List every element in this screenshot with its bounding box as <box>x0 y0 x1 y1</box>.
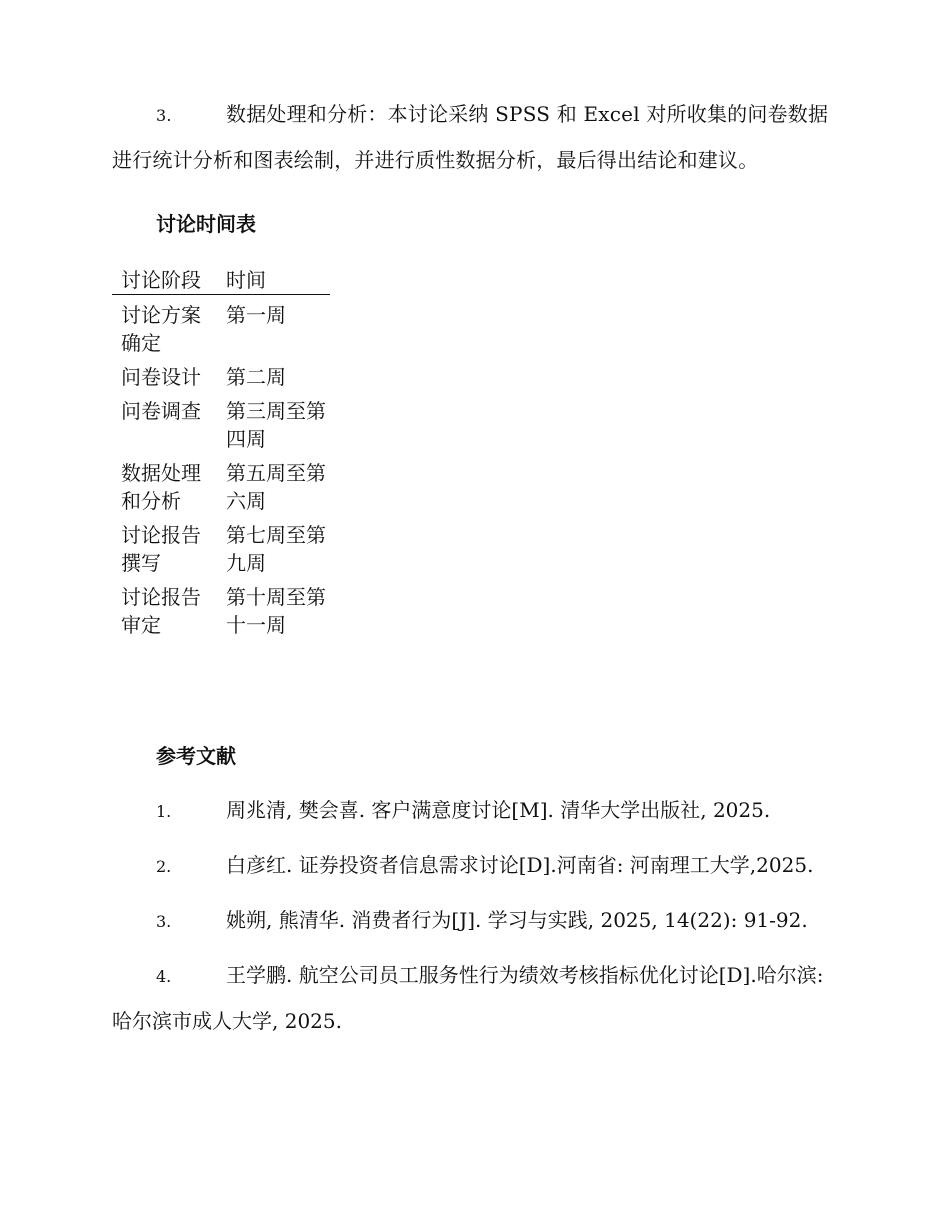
schedule-time-cell: 第十周至第十一周 <box>226 585 326 637</box>
schedule-stage-cell: 讨论报告审定 <box>121 585 201 637</box>
schedule-header-stage: 讨论阶段 <box>121 268 201 292</box>
schedule-time-cell: 第三周至第四周 <box>226 399 326 451</box>
schedule-stage-cell: 问卷设计 <box>121 365 201 389</box>
schedule-header-time: 时间 <box>226 268 266 292</box>
schedule-time-cell: 第七周至第九周 <box>226 523 326 575</box>
schedule-time-cell: 第一周 <box>226 303 286 327</box>
table-row <box>112 459 330 515</box>
reference-number: 4. <box>156 967 172 986</box>
reference-item <box>112 898 832 944</box>
reference-number: 3. <box>156 912 172 931</box>
section-3-paragraph <box>112 92 832 182</box>
reference-text: 白彦红. 证券投资者信息需求讨论[D].河南省: 河南理工大学,2025. <box>226 853 814 877</box>
schedule-stage-cell: 问卷调查 <box>121 399 201 423</box>
section-3-text: 数据处理和分析：本讨论采纳 SPSS 和 Excel 对所收集的问卷数据进行统计分析和图表绘制，并进行质性数据分析，最后得出结论和建议。 <box>112 102 829 172</box>
schedule-stage-cell: 讨论报告撰写 <box>121 523 201 575</box>
schedule-stage-cell: 讨论方案确定 <box>121 303 201 355</box>
table-row <box>112 583 330 639</box>
section-3-number: 3. <box>156 106 172 125</box>
table-row <box>112 301 330 357</box>
reference-item <box>112 843 832 889</box>
schedule-heading: 讨论时间表 <box>156 212 256 236</box>
schedule-stage-cell: 数据处理和分析 <box>121 461 201 513</box>
table-row <box>112 397 330 453</box>
references-heading: 参考文献 <box>156 744 236 768</box>
reference-item <box>112 953 832 1043</box>
reference-item <box>112 788 832 834</box>
reference-text: 周兆清, 樊会喜. 客户满意度讨论[M]. 清华大学出版社, 2025. <box>226 798 771 822</box>
table-row <box>112 521 330 577</box>
reference-text: 王学鹏. 航空公司员工服务性行为绩效考核指标优化讨论[D].哈尔滨: 哈尔滨市成人大学, 2025. <box>112 963 824 1033</box>
schedule-time-cell: 第二周 <box>226 365 286 389</box>
reference-text: 姚朔, 熊清华. 消费者行为[J]. 学习与实践, 2025, 14(22): 91-92. <box>226 908 808 932</box>
reference-number: 1. <box>156 802 172 821</box>
schedule-table <box>112 266 330 639</box>
table-row <box>112 363 330 391</box>
schedule-time-cell: 第五周至第六周 <box>226 461 326 513</box>
reference-number: 2. <box>156 857 172 876</box>
schedule-header-row <box>112 266 330 295</box>
